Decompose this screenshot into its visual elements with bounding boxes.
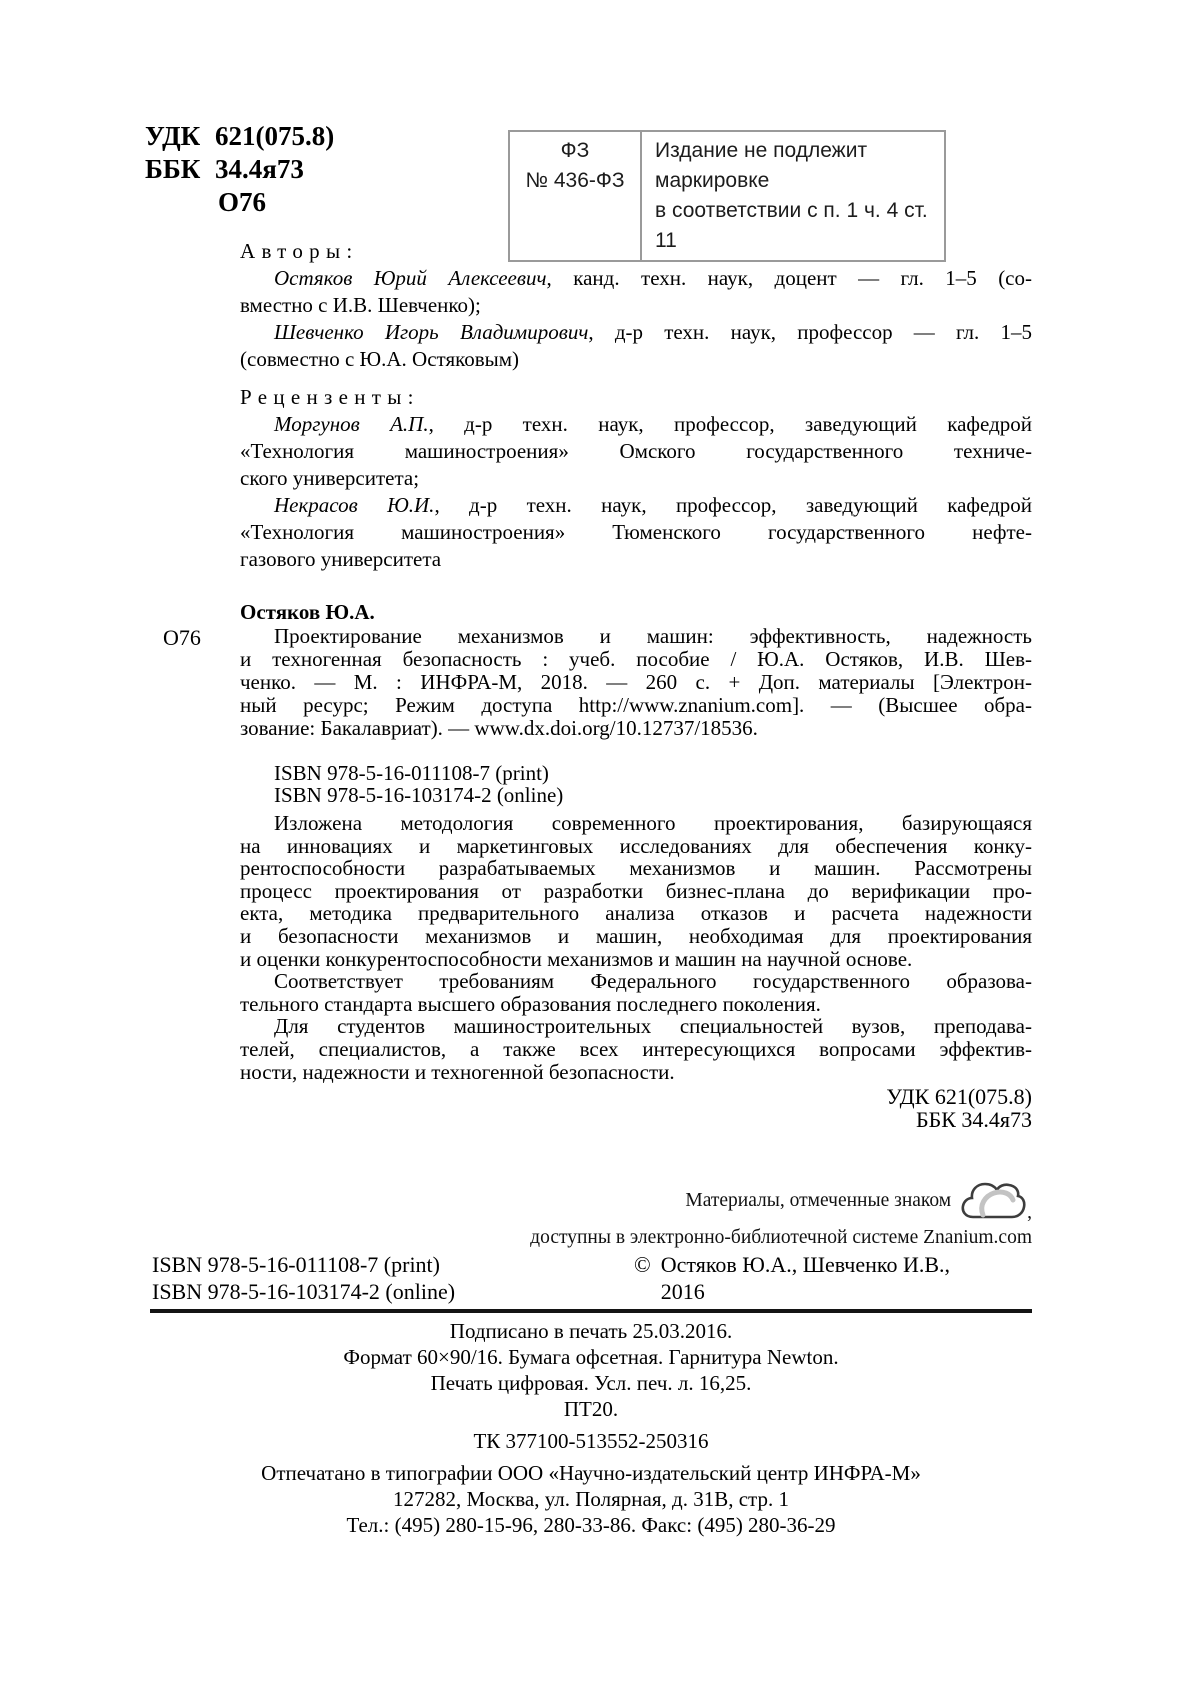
znanium-note-line1: Материалы, отмеченные знаком , <box>530 1176 1032 1226</box>
text-line: на инновациях и маркетинговых исследованиях для обеспечения конку- <box>240 833 1032 858</box>
text-line: 127282, Москва, ул. Полярная, д. 31В, стр. 1 <box>393 1487 789 1511</box>
text-line: и безопасности механизмов и машин, необходимая для проектирования <box>240 923 1032 948</box>
authors-section <box>240 238 1032 373</box>
udk-code-right: УДК 621(075.8) <box>886 1084 1032 1109</box>
annotation-paragraph <box>240 1015 1032 1083</box>
copyright-symbol: © <box>634 1252 651 1277</box>
imprint-print-info <box>150 1318 1032 1422</box>
catalog-entry <box>240 599 1032 740</box>
reviewer-entry-lines <box>240 519 1032 573</box>
law-text-line: в соответствии с п. 1 ч. 4 ст. 11 <box>655 199 928 252</box>
udk-code: УДК 621(075.8) <box>145 121 335 151</box>
reviewer-entry <box>240 492 1032 573</box>
annotation-section <box>240 812 1032 1083</box>
text-line: Тел.: (495) 280-15-96, 280-33-86. Факс: (495) 280-36-29 <box>346 1513 836 1537</box>
law-text-line: Издание не подлежит маркировке <box>655 139 868 192</box>
text-line: процесс проектирования от разработки бизнес-плана до верификации про- <box>240 878 1032 903</box>
text-line: екта, методика предварительного анализа отказов и расчета надежности <box>240 901 1032 926</box>
author-name: Остяков Юрий Алексеевич <box>274 266 547 290</box>
imprint-section <box>150 1318 1032 1538</box>
imprint-tk-code <box>150 1428 1032 1454</box>
text-line: вместно с И.В. Шевченко); <box>240 293 481 317</box>
reviewer-entry-first-line: Некрасов Ю.И., д-р техн. наук, профессор, заведующий кафедрой <box>274 493 1032 517</box>
reviewer-entry <box>240 411 1032 492</box>
text-line: Отпечатано в типографии ООО «Научно-издательский центр ИНФРА-М» <box>261 1461 921 1485</box>
text-line: Проектирование механизмов и машин: эффективность, надежность <box>274 624 1032 648</box>
reviewer-name: Некрасов Ю.И. <box>274 493 435 517</box>
znanium-note-line2: доступны в электронно-библиотечной системе Znanium.com <box>530 1227 1032 1248</box>
copyright-column <box>634 1251 950 1305</box>
horizontal-rule <box>150 1309 1032 1313</box>
catalog-margin-code: О76 <box>163 625 201 650</box>
text-line: ченко. — М. : ИНФРА-М, 2018. — 260 с. + Доп. материалы [Электрон- <box>240 670 1032 694</box>
text-line: ПТ20. <box>563 1397 619 1421</box>
text-line: Подписано в печать 25.03.2016. <box>449 1319 733 1343</box>
annotation-paragraph <box>240 812 1032 970</box>
isbn-online: ISBN 978-5-16-103174-2 (online) <box>152 1279 456 1304</box>
text-line: тельного стандарта высшего образования последнего поколения. <box>240 991 821 1016</box>
text-line: ского университета; <box>240 466 420 490</box>
author-entry-first-line: Шевченко Игорь Владимирович, д-р техн. наук, профессор — гл. 1–5 <box>274 320 1032 344</box>
text-line: рентоспособности разрабатываемых механизмов и машин. Рассмотрены <box>240 856 1032 881</box>
text-line: ТК 377100-513552-250316 <box>473 1429 709 1453</box>
text-line: Формат 60×90/16. Бумага офсетная. Гарнитура Newton. <box>343 1345 839 1369</box>
author-entry-lines <box>240 292 1032 319</box>
annotation-paragraph <box>240 970 1032 1015</box>
text-line: ный ресурс; Режим доступа http://www.znanium.com]. — (Высшее обра- <box>240 693 1032 717</box>
text-line: ности, надежности и техногенной безопасности. <box>240 1059 675 1084</box>
text-line: ISBN 978-5-16-011108-7 (print) <box>274 761 549 785</box>
copyright-holder: Остяков Ю.А., Шевченко И.В., <box>660 1252 951 1277</box>
text-line: и оценки конкурентоспособности механизмов и машин на научной основе. <box>240 946 913 971</box>
author-sign-code: О76 <box>218 187 267 217</box>
imprint-printer-info <box>150 1460 1032 1538</box>
text-line: «Технология машиностроения» Омского государственного техниче- <box>240 439 1032 463</box>
law-abbr: ФЗ <box>560 139 590 162</box>
reviewer-name: Моргунов А.П. <box>274 412 429 436</box>
text-line: Печать цифровая. Усл. печ. л. 16,25. <box>430 1371 752 1395</box>
bbk-code-right: ББК 34.4я73 <box>915 1107 1032 1132</box>
catalog-description <box>240 625 1032 740</box>
author-name: Шевченко Игорь Владимирович <box>274 320 589 344</box>
reviewer-entry-first-line: Моргунов А.П., д-р техн. наук, профессор, заведующий кафедрой <box>274 412 1032 436</box>
text-line: (совместно с Ю.А. Остяковым) <box>240 347 520 371</box>
author-entry <box>240 319 1032 373</box>
bbk-code: ББК 34.4я73 <box>145 154 304 184</box>
author-entry <box>240 265 1032 319</box>
text-line: «Технология машиностроения» Тюменского государственного нефте- <box>240 520 1032 544</box>
author-entry-lines <box>240 346 1032 373</box>
text-line: и техногенная безопасность : учеб. пособие / Ю.А. Остяков, И.В. Шев- <box>240 647 1032 671</box>
authors-heading: Авторы: <box>240 239 359 263</box>
isbn-print: ISBN 978-5-16-011108-7 (print) <box>152 1252 440 1277</box>
copyright-year: 2016 <box>660 1279 705 1304</box>
isbn-list <box>274 763 563 806</box>
classification-codes-right <box>886 1085 1032 1131</box>
isbn-column <box>152 1251 620 1305</box>
text-line: ISBN 978-5-16-103174-2 (online) <box>274 782 564 807</box>
znanium-note-comma: , <box>1027 1202 1032 1223</box>
reviewers-heading: Рецензенты: <box>240 385 420 409</box>
text-line: газового университета <box>240 547 442 571</box>
catalog-author-heading: Остяков Ю.А. <box>240 600 375 624</box>
text-line: Соответствует требованиям Федерального государственного образова- <box>274 969 1032 994</box>
cloud-icon <box>959 1177 1027 1225</box>
copyright-lines <box>661 1251 950 1305</box>
isbn-copyright-row <box>152 1251 1032 1305</box>
author-entry-first-line: Остяков Юрий Алексеевич, канд. техн. наук, доцент — гл. 1–5 (со- <box>274 266 1032 290</box>
classification-codes <box>145 120 334 219</box>
law-number: № 436-ФЗ <box>525 169 625 192</box>
reviewer-entry-lines <box>240 438 1032 492</box>
text-line: зование: Бакалавриат). — www.dx.doi.org/10.12737/18536. <box>240 716 758 740</box>
text-line: Изложена методология современного проектирования, базирующаяся <box>274 811 1032 835</box>
text-line: телей, специалистов, а также всех интересующихся вопросами эффектив- <box>240 1036 1032 1061</box>
znanium-note <box>530 1176 1032 1249</box>
text-line: Для студентов машиностроительных специальностей вузов, преподава- <box>274 1014 1032 1039</box>
reviewers-section <box>240 384 1032 573</box>
